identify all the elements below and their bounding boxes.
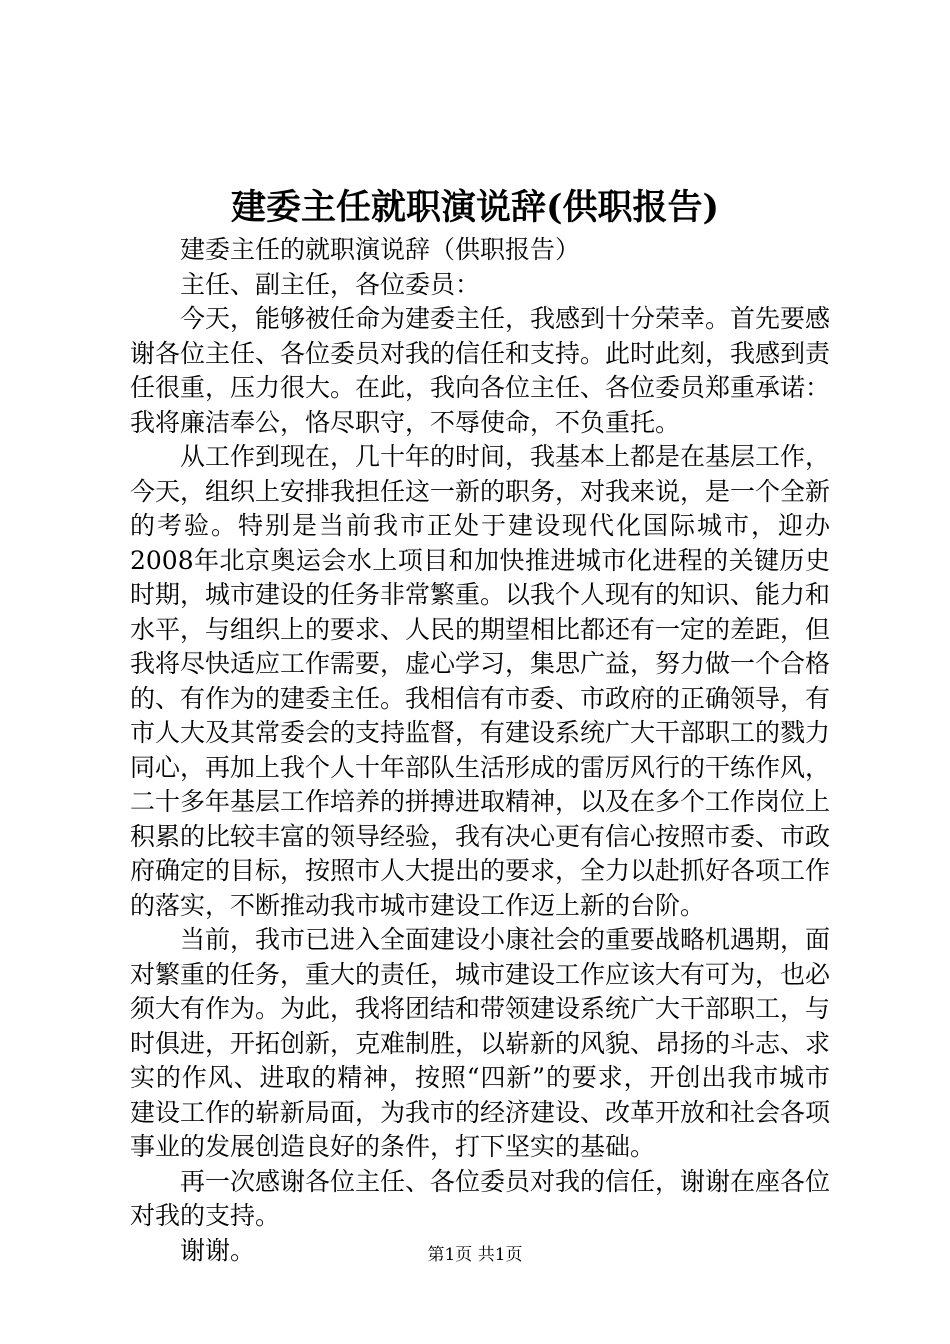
closing-paragraph: 谢谢。 <box>180 1235 256 1265</box>
document-title: 建委主任就职演说辞(供职报告) <box>230 187 720 228</box>
salutation-paragraph: 主任、副主任，各位委员： <box>180 269 481 299</box>
page-footer: 第1页 共1页 <box>427 1245 523 1265</box>
body-paragraph: 今天，能够被任命为建委主任，我感到十分荣幸。首先要感谢各位主任、各位委员对我的信任和支持。此时此刻，我感到责任很重，压力很大。在此，我向各位主任、各位委员郑重承诺：我将廉洁奉公，恪尽职守，不辱使命，不负重托。 <box>130 304 831 437</box>
subtitle-paragraph: 建委主任的就职演说辞（供职报告） <box>180 235 581 264</box>
body-paragraph: 从工作到现在，几十年的时间，我基本上都是在基层工作，今天，组织上安排我担任这一新的职务，对我来说，是一个全新的考验。特别是当前我市正处于建设现代化国际城市，迎办2008年北京奥运会水上项目和加快推进城市化进程的关键历史时期，城市建设的任务非常繁重。以我个人现有的知识、能力和水平，与组织上的要求、人民的期望相比都还有一定的差距，但我将尽快适应工作需要，虚心学习，集思广益，努力做一个合格的、有作为的建委主任。我相信有市委、市政府的正确领导，有市人大及其常委会的支持监督，有建设系统广大干部职工的戮力同心，再加上我个人十年部队生活形成的雷厉风行的干练作风，二十多年基层工作培养的拼搏进取精神，以及在多个工作岗位上积累的比较丰富的领导经验，我有决心更有信心按照市委、市政府确定的目标，按照市人大提出的要求，全力以赴抓好各项工作的落实，不断推动我市城市建设工作迈上新的台阶。 <box>130 442 831 920</box>
body-paragraph: 当前，我市已进入全面建设小康社会的重要战略机遇期，面对繁重的任务，重大的责任，城市建设工作应该大有可为，也必须大有作为。为此，我将团结和带领建设系统广大干部职工，与时俱进，开拓创新，克难制胜，以崭新的风貌、昂扬的斗志、求实的作风、进取的精神，按照“四新”的要求，开创出我市城市建设工作的崭新局面，为我市的经济建设、改革开放和社会各项事业的发展创造良好的条件，打下坚实的基础。 <box>130 925 831 1161</box>
document-body <box>130 233 830 1268</box>
body-paragraph: 再一次感谢各位主任、各位委员对我的信任，谢谢在座各位对我的支持。 <box>130 1166 831 1230</box>
